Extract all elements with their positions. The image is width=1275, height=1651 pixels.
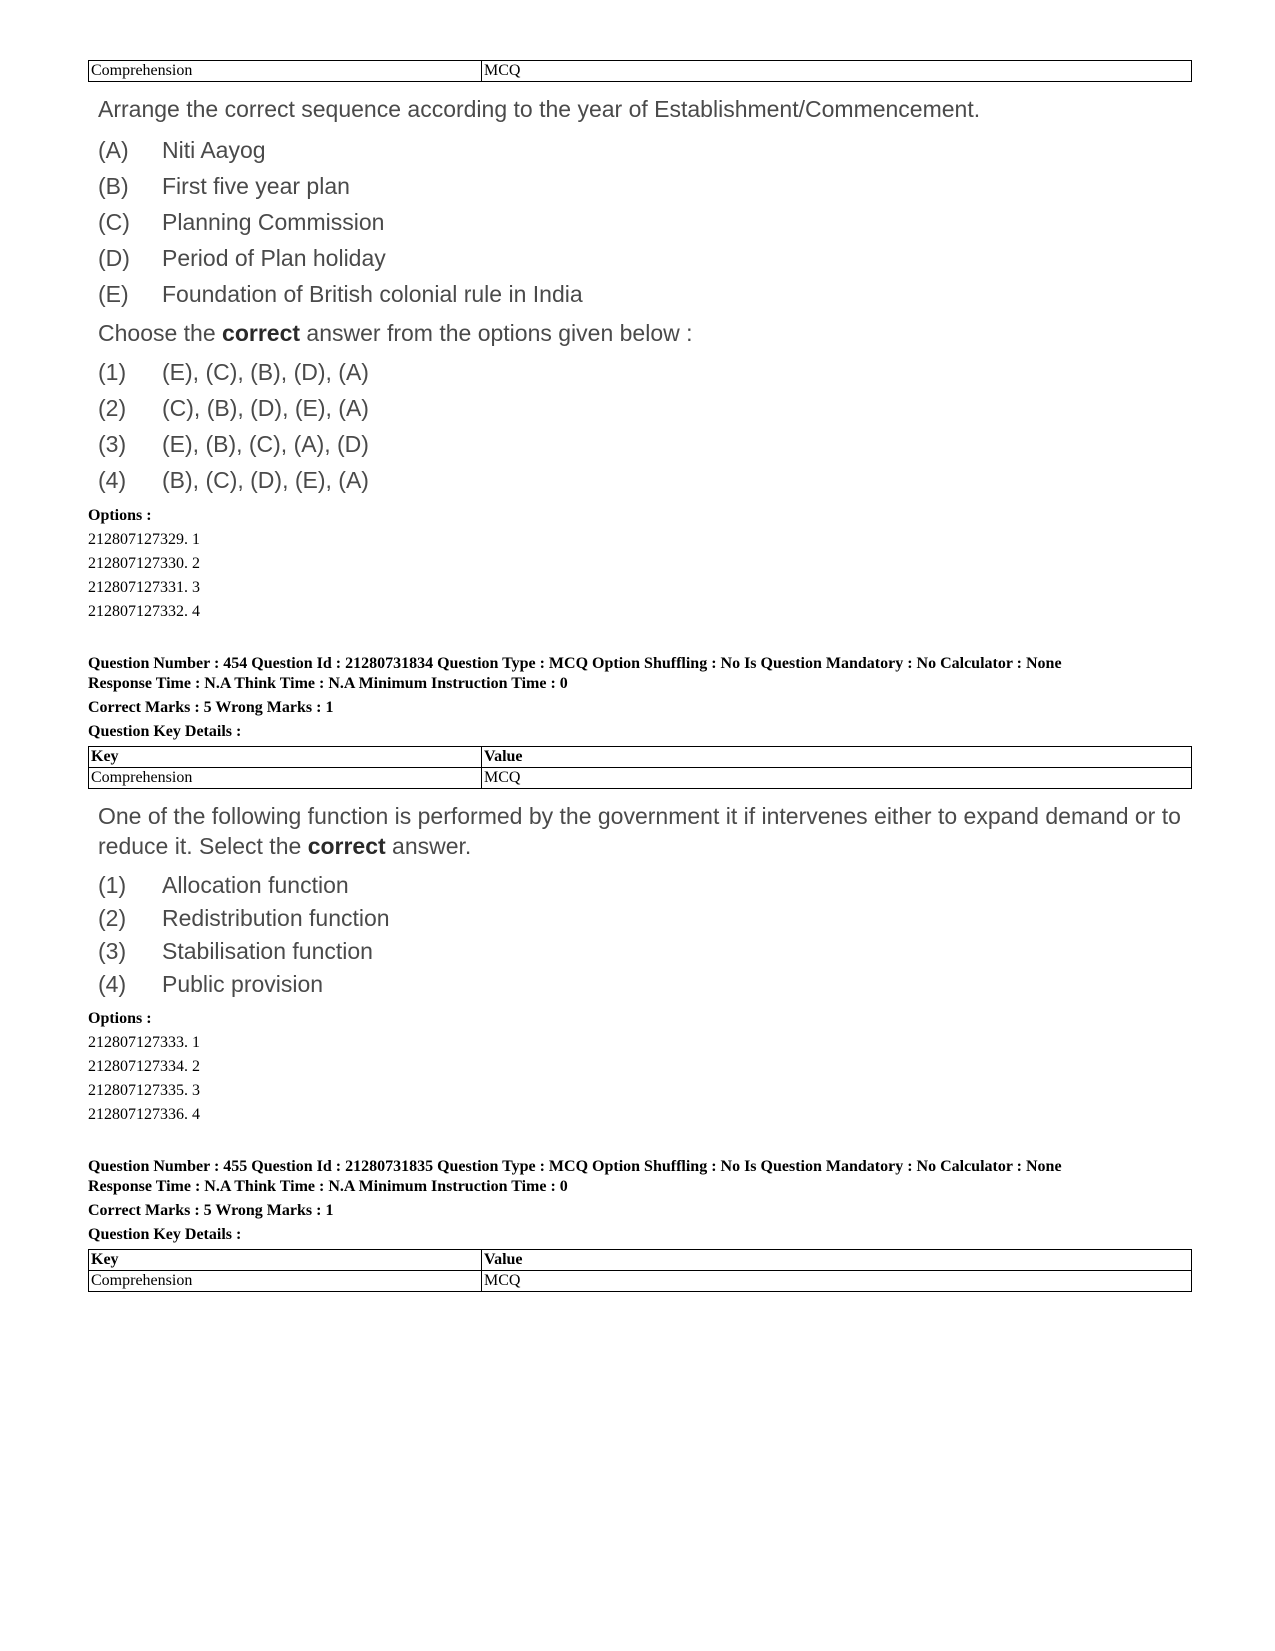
option-id: 212807127329. 1 xyxy=(88,531,200,548)
options-title: Options : xyxy=(88,1010,152,1027)
document-page xyxy=(88,60,1192,1292)
answer-choice: (2) Redistribution function xyxy=(98,905,390,931)
marks: Correct Marks : 5 Wrong Marks : 1 xyxy=(88,699,334,716)
options-title: Options : xyxy=(88,507,152,524)
table-header-key: Key xyxy=(89,747,482,768)
question-meta-455 xyxy=(88,1157,1192,1245)
option-id: 212807127334. 2 xyxy=(88,1058,200,1075)
question-stem: Arrange the correct sequence according to the year of Establishment/Commencement. xyxy=(98,96,981,122)
question-stem: One of the following function is performed by the government it if intervenes either to expand demand or to reduce it. Select the correct answer. xyxy=(98,803,1181,859)
option-id: 212807127335. 3 xyxy=(88,1082,200,1099)
question-key-table-455 xyxy=(88,1249,1192,1292)
option-id: 212807127332. 4 xyxy=(88,603,200,620)
answer-choice: (2) (C), (B), (D), (E), (A) xyxy=(98,394,369,421)
question-image-453 xyxy=(88,94,1192,498)
list-item: (D) Period of Plan holiday xyxy=(98,244,386,271)
table-header-row xyxy=(89,1250,1192,1271)
table-cell-key: Comprehension xyxy=(89,1271,482,1292)
response-time: Response Time : N.A Think Time : N.A Minimum Instruction Time : 0 xyxy=(88,1178,568,1195)
table-row xyxy=(89,768,1192,789)
key-details-heading: Question Key Details : xyxy=(88,1226,242,1243)
answer-choice: (4) (B), (C), (D), (E), (A) xyxy=(98,466,369,493)
answer-prompt: Choose the correct answer from the options given below : xyxy=(98,320,693,346)
option-id: 212807127330. 2 xyxy=(88,555,200,572)
table-cell-value: MCQ xyxy=(482,768,1192,789)
option-id: 212807127333. 1 xyxy=(88,1034,200,1051)
table-header-row xyxy=(89,747,1192,768)
table-cell-key: Comprehension xyxy=(89,61,482,82)
question-meta-454 xyxy=(88,654,1192,742)
marks: Correct Marks : 5 Wrong Marks : 1 xyxy=(88,1202,334,1219)
list-item: (C) Planning Commission xyxy=(98,208,385,235)
option-id: 212807127336. 4 xyxy=(88,1106,200,1123)
options-list-454 xyxy=(88,1007,1192,1127)
table-header-value: Value xyxy=(482,1250,1192,1271)
question-key-table-454 xyxy=(88,746,1192,789)
options-list-453 xyxy=(88,504,1192,624)
table-cell-value: MCQ xyxy=(482,1271,1192,1292)
table-header-key: Key xyxy=(89,1250,482,1271)
answer-choice: (4) Public provision xyxy=(98,971,324,997)
key-details-heading: Question Key Details : xyxy=(88,723,242,740)
table-cell-value: MCQ xyxy=(482,61,1192,82)
answer-choice: (3) Stabilisation function xyxy=(98,938,373,964)
table-cell-key: Comprehension xyxy=(89,768,482,789)
question-key-table-453 xyxy=(88,60,1192,82)
answer-choice: (1) (E), (C), (B), (D), (A) xyxy=(98,358,369,385)
option-id: 212807127331. 3 xyxy=(88,579,200,596)
answer-choice: (3) (E), (B), (C), (A), (D) xyxy=(98,430,369,457)
list-item: (A) Niti Aayog xyxy=(98,136,266,163)
question-info: Question Number : 455 Question Id : 21280731835 Question Type : MCQ Option Shuffling : No Is Question Mandatory : No Calculator : None xyxy=(88,1158,1062,1175)
table-row xyxy=(89,61,1192,82)
response-time: Response Time : N.A Think Time : N.A Minimum Instruction Time : 0 xyxy=(88,675,568,692)
question-info: Question Number : 454 Question Id : 21280731834 Question Type : MCQ Option Shuffling : No Is Question Mandatory : No Calculator : None xyxy=(88,655,1062,672)
answer-choice: (1) Allocation function xyxy=(98,872,349,898)
table-row xyxy=(89,1271,1192,1292)
question-image-454 xyxy=(88,801,1192,1001)
list-item: (B) First five year plan xyxy=(98,172,350,199)
table-header-value: Value xyxy=(482,747,1192,768)
list-item: (E) Foundation of British colonial rule in India xyxy=(98,280,583,307)
